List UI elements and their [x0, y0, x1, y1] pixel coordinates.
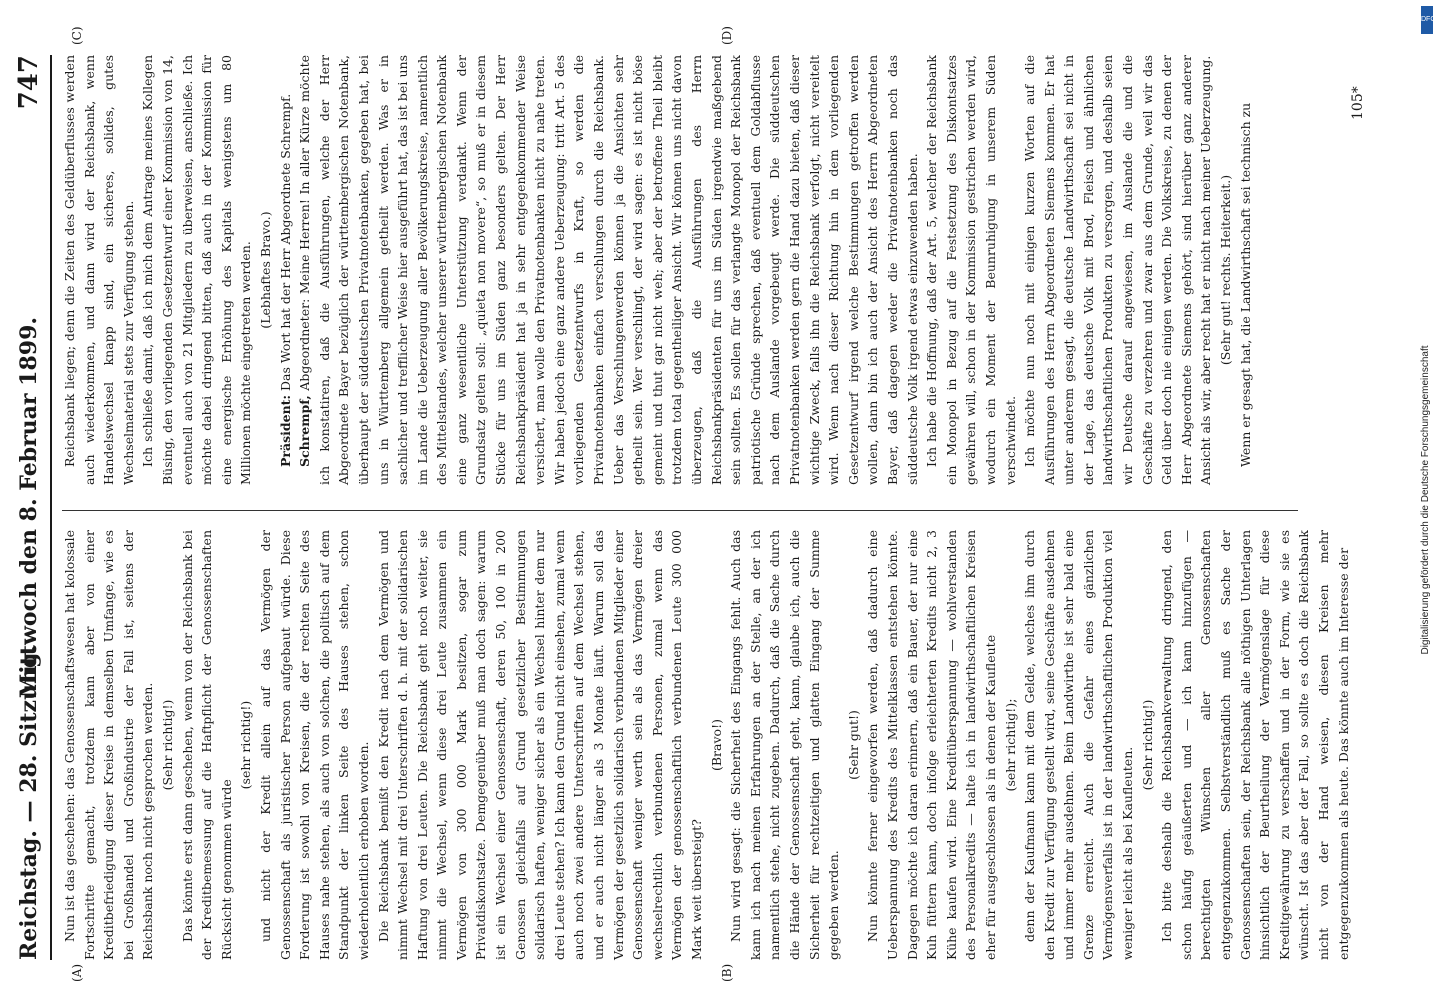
margin-letter-b: (B)	[720, 963, 734, 982]
margin-letter-c: (C)	[70, 26, 84, 45]
column-divider	[62, 510, 1298, 511]
left-column	[60, 530, 1351, 960]
paragraph-text: Nun könnte ferner eingeworfen werden, daß dadurch eine Ueberspannung des Kredits des Mittelklassen entstehen könnte. Dagegen möchte ich daran erinnern, daß ein Bauer, der nur eine Kuh füttern kann, doch infolge erleichterten Kredits nicht 2, 3 Kühe kaufen wird. Eine Kreditüberspannung — wohlverstanden des Personalkredits — halte ich in landwirthschaftlichen Kreisen eher für ausgeschlossen als in denen der Kaufleute	[865, 530, 998, 960]
paragraph-text: (Sehr richtig!)	[1139, 699, 1155, 791]
paragraph	[374, 530, 707, 960]
paragraph	[1236, 55, 1256, 485]
paragraph	[726, 530, 844, 960]
paragraph-text: (Sehr gut!)	[845, 710, 861, 780]
paragraph	[707, 530, 727, 960]
paragraph-text: Ich möchte nun noch mit einigen kurzen Worten auf die Ausführungen des Herrn Abgeordneten Siemens kommen. Er hat unter anderem gesagt, die deutsche Landwirthschaft sei nicht in der Lage, das deutsche Volk mit Brod, Fleisch und ähnlichen landwirthschaftlichen Produkten zu versorgen, und deshalb seien wir Deutsche darauf angewiesen, im Auslande die und die Geschäfte zu verzehren und zwar aus dem Grunde, weil wir das Geld über doch nie einigen werden. Die Volkskreise, zu denen der Herr Abgeordnete Siemens gehört, sind hierüber ganz anderer Ansicht als wir, aber recht hat er nicht nach meiner Ueberzeugung.	[1022, 55, 1214, 485]
paragraph	[60, 530, 158, 960]
paragraph-text: Ich habe die Hoffnung, daß der Art. 5, welcher der Reichsbank ein Monopol in Bezug auf die Festsetzung des Diskontsatzes gewähren will, schon in der Kommission gestrichen werden wird, wodurch ein Moment der Beunruhigung in unserem Süden verschwindet.	[924, 55, 1018, 485]
paragraph	[922, 55, 1020, 485]
paragraph	[158, 530, 178, 960]
right-column	[60, 55, 1300, 485]
paragraph	[1138, 530, 1158, 960]
margin-letter-d: (D)	[720, 26, 734, 45]
paragraph-text: Die Reichsbank bemißt den Kredit nach dem Vermögen und nimmt Wechsel mit drei Unterschriften d. h. mit der solidarischen Haftung von drei Leuten. Die Reichsbank geht noch weiter, sie nimmt die Wechsel, wenn diese drei Leute zusammen ein Vermögen von 300 000 Mark besitzen, sogar zum Privatdiskontsatze. Demgegenüber muß man doch sagen: warum ist ein Wechsel einer Genossenschaft, deren 50, 100 in 200 Genossen gleichfalls auf Grund gesetzlicher Bestimmungen solidarisch haften, weniger sicher als ein Wechsel hinter dem nur drei Leute stehen? Ich kann den Grund nicht einsehen, zumal wenn auch noch zwei andere Unterschriften auf dem Wechsel stehen, und er auch nicht länger als 3 Monate läuft. Warum soll das Vermögen der gesetzlich solidarisch verbundenen Mitglieder einer Genossenschaft weniger werth sein als das Vermögen dreier wechselrechtlich verbundenen Personen, zumal wenn das Vermögen der genossenschaftlich verbundenen Leute 300 000 Mark weit übersteigt?	[375, 530, 704, 960]
paragraph	[236, 530, 256, 960]
signature-mark: 105*	[1350, 86, 1366, 120]
paragraph	[1020, 530, 1138, 960]
paragraph	[1001, 530, 1021, 960]
paragraph	[1020, 55, 1216, 485]
paragraph-text: Ich schließe damit, daß ich mich dem Antrage meines Kollegen Büsing, den vorliegenden Gesetzentwurf einer Kommission von 14, eventuell auch von 21 Mitgliedern zu überweisen, anschließe. Ich möchte dabei dringend bitten, daß auch in der Kommission für eine energische Erhöhung des Kapitals wenigstens um 80 Millionen möchte eingetreten werden.	[140, 55, 254, 485]
paragraph-text: Abgeordneter: Meine Herren! In aller Kürze möchte ich konstatiren, daß die Ausführungen, welche der Herr Abgeordnete Bayer bezüglich der württembergischen Notenbank, überhaupt der süddeutschen Privatnotenbanken, gegeben hat, bei uns in Württemberg allgemein getheilt werden. Was er in sachlicher und trefflicher Weise hier ausgeführt hat, das ist bei uns im Lande die Ueberzeugung aller Bevölkerungskreise, namentlich des Mittelstandes, welcher unserer württembergischen Notenbank eine ganz wesentliche Unterstützung verdankt. Wenn der Grundsatz gelten soll: „quieta non movere“, so muß er in diesem Stücke für uns im Süden ganz besonders gelten. Der Herr Reichsbankpräsident hat ja in sehr entgegenkommender Weise versichert, man wolle den Privatnotenbanken nicht zu nahe treten. Wir haben jedoch eine ganz andere Ueberzeugung: tritt Art. 5 des vorliegenden Gesetzentwurfs in Kraft, so werden die Privatnotenbanken einfach verschlungen durch die Reichsbank. Ueber das Verschlungenwerden können ja die Ansichten sehr getheilt sein. Wer verschlingt, der wird sagen: es ist nicht böse gemeint und thut gar nicht weh; aber der betroffene Theil bleibt trotzdem total gegentheiliger Ansicht. Wir können uns nicht davon überzeugen, daß die Ausführungen des Herrn Reichsbankpräsidenten für uns im Süden irgendwie maßgebend sein sollten. Es sollen für das verlangte Monopol der Reichsbank patriotische Gründe sprechen, daß eventuell dem Goldabflusse nach dem Auslande vorgebeugt werde. Die süddeutschen Privatnotenbanken werden gern die Hand dazu bieten, daß dieser wichtige Zweck, falls ihn die Reichsbank verfolgt, nicht vereitelt wird. Wenn nach dieser Richtung hin in dem vorliegenden Gesetzentwurf irgend welche Bestimmungen getroffen werden wollen, dann bin ich auch der Ansicht des Herrn Abgeordneten Bayer, daß dagegen weder die Privatnotenbanken noch das süddeutsche Volk irgend etwas einzuwenden haben.	[297, 55, 920, 485]
paragraph-text: (Bravo!)	[708, 719, 724, 771]
paragraph-text: und nicht der Kredit allein auf das Vermögen der Genossenschaft als juristischer Person aufgebaut würde. Diese Forderung ist sowohl von Kreisen, die der rechten Seite des Hauses nahe stehen, als auch von solchen, die politisch auf dem Standpunkt der linken Seite des Hauses stehen, schon wiederholentlich erhoben worden.	[257, 530, 371, 960]
paragraph-text: (Lebhaftes Bravo.)	[257, 211, 273, 329]
paragraph-text: (Sehr richtig!)	[159, 699, 175, 791]
paragraph-text: Reichsbank liegen; denn die Zeiten des Geldüberflusses werden auch wiederkommen, und dann wird der Reichsbank, wenn Handelswechsel knapp sind, ein sicheres, solides, gutes Wechselmaterial stets zur Verfügung stehen.	[62, 55, 136, 485]
header-session: Reichstag. — 28. Sitzung.	[16, 644, 42, 960]
paragraph	[256, 55, 276, 485]
speaker-name: Schrempf,	[297, 395, 313, 467]
header-date: Mittwoch den 8. Februar 1899.	[16, 316, 42, 699]
paragraph-text: Ich bitte deshalb die Reichsbankverwaltung dringend, den schon häufig geäußerten und — ich kann hinzufügen — berechtigten Wünschen aller Genossenschaften entgegenzukommen. Selbstverständlich muß es Sache der Genossenschaften sein, der Reichsbank alle nöthigen Unterlagen hinsichtlich der Beurtheilung der Vermögenslage für diese Kreditgewährung zu verschaffen und in der Form, wie sie es wünscht. Ist das aber der Fall, so sollte es doch die Reichsbank nicht von der Hand weisen, diesen Kreisen mehr entgegenzukommen als heute. Das könnte auch im Interesse der	[1159, 530, 1351, 960]
paragraph	[276, 55, 296, 485]
page-number: 747	[14, 55, 44, 110]
paragraph	[178, 530, 237, 960]
paragraph	[844, 530, 864, 960]
paragraph	[295, 55, 922, 485]
margin-letter-a: (A)	[70, 963, 84, 982]
digitization-note	[1418, 0, 1434, 1000]
paragraph	[863, 530, 1000, 960]
paragraph	[256, 530, 374, 960]
digitization-note-text: Digitalisierung gefördert durch die Deutsche Forschungsgemeinschaft	[1420, 345, 1431, 655]
page-header	[10, 55, 52, 960]
dfg-logo: DFG	[1421, 6, 1433, 34]
paragraph	[1216, 55, 1236, 485]
paragraph	[1157, 530, 1353, 960]
paragraph-text: Das könnte erst dann geschehen, wenn von der Reichsbank bei der Kreditbemessung auf die Haftpflicht der Genossenschaften Rücksicht genommen würde	[179, 530, 234, 960]
paragraph	[60, 55, 138, 485]
paragraph-text: (sehr richtig!)	[238, 700, 254, 790]
speaker-name: Präsident:	[277, 394, 293, 467]
paragraph-text: Nun ist das geschehen: das Genossenschaftswesen hat kolossale Fortschritte gemacht, trotzdem kann aber von einer Kreditbefriedigung dieser Kreise in demselben Umfange, wie es bei Großhandel und Großindustrie der Fall ist, seitens der Reichsbank noch nicht gesprochen werden.	[62, 530, 156, 960]
paragraph-text: (Sehr gut! rechts. Heiterkeit.)	[1218, 174, 1234, 366]
paragraph-text: Wenn er gesagt hat, die Landwirthschaft sei technisch zu	[1237, 102, 1253, 467]
paragraph-text: Das Wort hat der Herr Abgeordnete Schrempf.	[277, 93, 293, 391]
paragraph-text: (sehr richtig!);	[1002, 698, 1018, 792]
paragraph	[138, 55, 256, 485]
paragraph-text: denn der Kaufmann kann mit dem Gelde, welches ihm durch den Kredit zur Verfügung gestellt wird, seine Geschäfte ausdehnen und immer mehr ausdehnen. Beim Landwirthe ist sehr bald eine Grenze erreicht. Auch die Gefahr eines gänzlichen Vermögensverfalls ist in der landwirthschaftlichen Produktion viel weniger leicht als bei Kaufleuten.	[1022, 530, 1136, 960]
paragraph-text: Nun wird gesagt: die Sicherheit des Eingangs fehlt. Auch das kann ich nach meinen Erfahrungen an der Stelle, an der ich namentlich stehe, nicht zugeben. Dadurch, daß die Sache durch die Hände der Genossenschaft geht, kann, glaube ich, auch die Sicherheit für rechtzeitigen und glatten Eingang der Summe gegeben werden.	[728, 530, 842, 960]
